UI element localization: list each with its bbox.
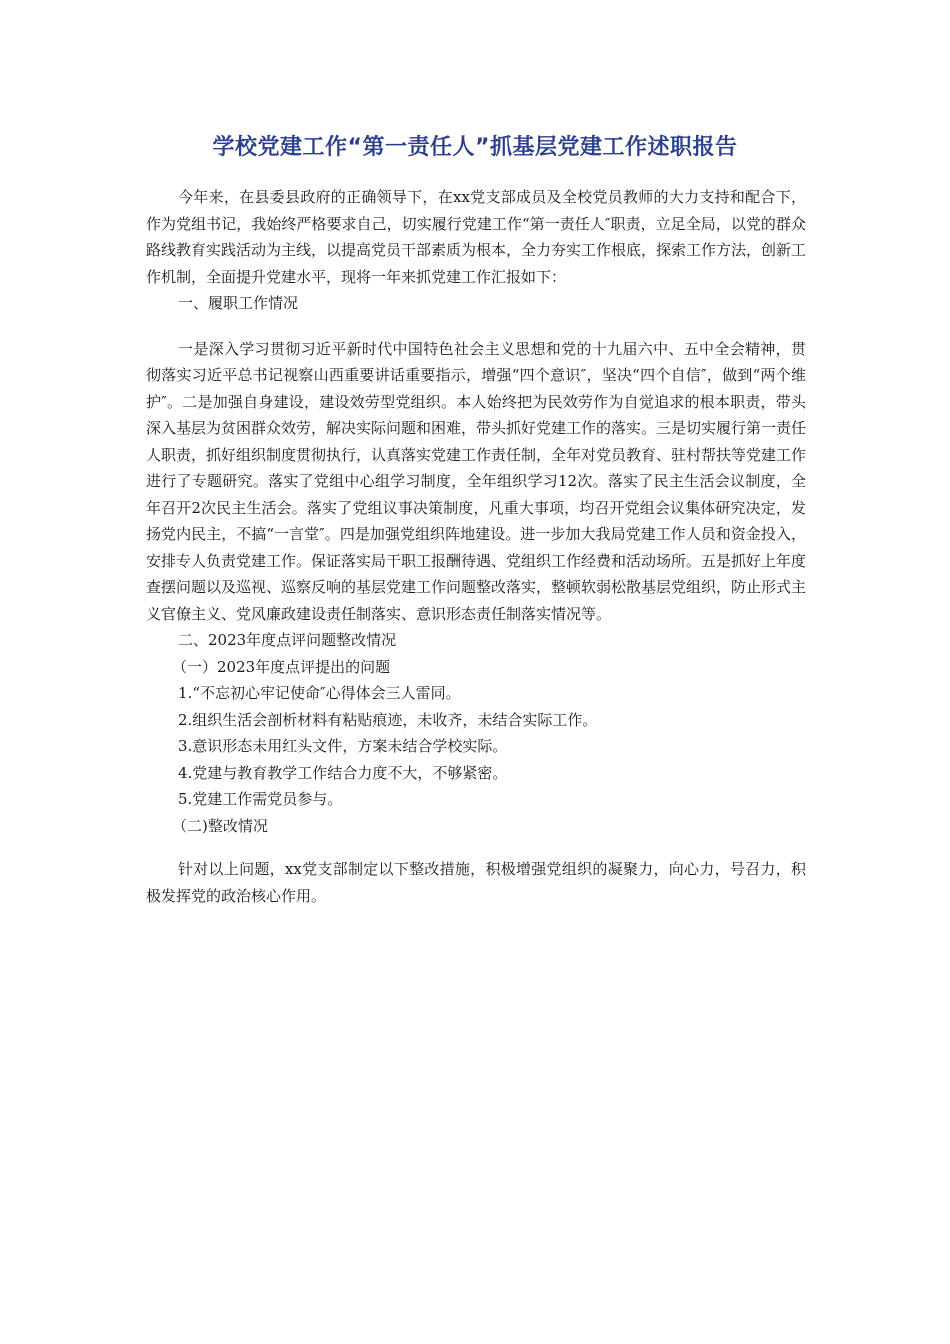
document-title: 学校党建工作“第一责任人”抓基层党建工作述职报告 [212,135,738,160]
subsection-heading-1: （一）2023年度点评提出的问题 [172,657,391,676]
section-heading-1: 一、履职工作情况 [178,294,299,312]
intro-paragraph: 今年来，在县委县政府的正确领导下，在xx党支部成员及全校党员教师的大力支持和配合下，作为党组书记，我始终严格要求自己，切实履行党建工作“第一责任人″职责，立足全局，以党的群众路线教育实践活动为主线，以提高党员干部素质为根本，全力夯实工作根底，探索工作方法，创新工作机制，全面提升党建水平，现将一年来抓党建工作汇报如下： [146,188,807,286]
list-item: 1.“不忘初心牢记使命″心得体会三人雷同。 [178,684,461,702]
list-item: 5.党建工作需党员参与。 [178,790,343,808]
closing-paragraph: 针对以上问题，xx党支部制定以下整改措施，积极增强党组织的凝聚力，向心力，号召力，积极发挥党的政治核心作用。 [146,860,806,905]
section-heading-2: 二、2023年度点评问题整改情况 [178,631,397,649]
list-item: 3.意识形态未用红头文件，方案未结合学校实际。 [178,737,508,755]
section-1-body: 一是深入学习贯彻习近平新时代中国特色社会主义思想和党的十九届六中、五中全会精神，贯彻落实习近平总书记视察山西重要讲话重要指示，增强“四个意识″，坚决“四个自信″，做到“两个维护″。二是加强自身建设，建设效劳型党组织。本人始终把为民效劳作为自觉追求的根本职责，带头深入基层为贫困群众效劳，解决实际问题和困难，带头抓好党建工作的落实。三是切实履行第一责任人职责，抓好组织制度贯彻执行，认真落实党建工作责任制，全年对党员教育、驻村帮扶等党建工作进行了专题研究。落实了党组中心组学习制度，全年组织学习12次。落实了民主生活会议制度，全年召开2次民主生活会。落实了党组议事决策制度，凡重大事项，均召开党组会议集体研究决定，发扬党内民主，不搞“一言堂″。四是加强党组织阵地建设。进一步加大我局党建工作人员和资金投入，安排专人负责党建工作。保证落实局干职工报酬待遇、党组织工作经费和活动场所。五是抓好上年度查摆问题以及巡视、巡察反响的基层党建工作问题整改落实，整顿软弱松散基层党组织，防止形式主义官僚主义、党风廉政建设责任制落实、意识形态责任制落实情况等。 [146,339,807,623]
list-item: 4.党建与教育教学工作结合力度不大，不够紧密。 [178,763,508,782]
list-item: 2.组织生活会剖析材料有粘贴痕迹，未收齐，未结合实际工作。 [178,710,598,729]
subsection-heading-2: （二)整改情况 [172,816,268,835]
document-body [146,184,806,909]
